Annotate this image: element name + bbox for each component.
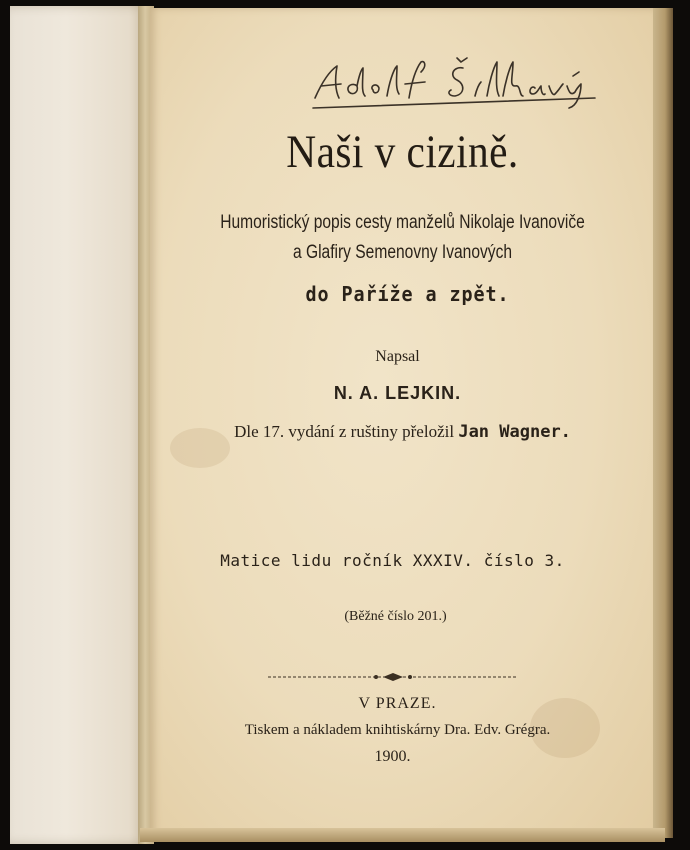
series-info: Matice lidu ročník XXXIV. číslo 3.	[220, 551, 565, 570]
ornamental-divider	[268, 672, 518, 682]
owner-signature	[305, 50, 605, 110]
printer-info: Tiskem a nákladem knihtiskárny Dra. Edv. Grégra.	[244, 722, 551, 738]
issue-number: (Běžné číslo 201.)	[344, 609, 447, 624]
author-name: N. A. LEJKIN.	[333, 383, 462, 403]
translation-credit	[150, 422, 655, 442]
author-label: Napsal	[375, 348, 420, 365]
subtitle-line-3: do Paříže a zpět.	[305, 282, 510, 306]
translation-prefix: Dle 17. vydání z ruštiny přeložil	[234, 422, 455, 441]
page-edge	[653, 8, 673, 838]
subtitle-line-2: a Glafiry Semenovny Ivanových	[292, 242, 513, 263]
translator-name: Jan Wagner.	[458, 422, 571, 442]
publication-place: V PRAZE.	[358, 695, 437, 712]
page-bottom-edge	[140, 828, 665, 842]
left-page	[10, 6, 150, 844]
subtitle-line-1: Humoristický popis cesty manželů Nikolaje Ivanoviče	[220, 212, 585, 233]
book-title: Naši v cizině.	[286, 126, 519, 178]
publication-year: 1900.	[374, 748, 411, 765]
